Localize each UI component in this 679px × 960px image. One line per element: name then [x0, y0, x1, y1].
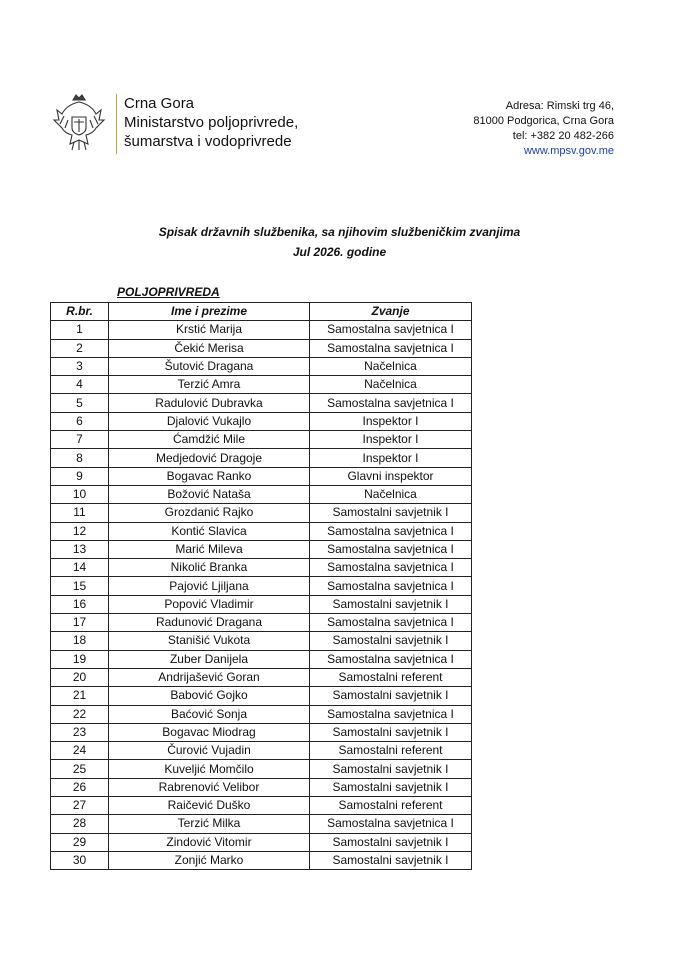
employee-table	[50, 302, 472, 870]
cell-title: Glavni inspektor	[310, 467, 472, 485]
contact-address	[473, 99, 614, 159]
cell-number: 9	[51, 467, 109, 485]
table-row	[51, 650, 472, 668]
cell-title: Samostalni savjetnik I	[310, 833, 472, 851]
cell-number: 4	[51, 376, 109, 394]
cell-name: Zuber Danijela	[109, 650, 310, 668]
cell-name: Rabrenović Velibor	[109, 778, 310, 796]
table-row	[51, 485, 472, 503]
cell-number: 26	[51, 778, 109, 796]
column-header-title: Zvanje	[310, 303, 472, 321]
cell-number: 7	[51, 431, 109, 449]
table-row	[51, 504, 472, 522]
section-heading: POLJOPRIVREDA	[117, 285, 220, 299]
table-row	[51, 577, 472, 595]
table-row	[51, 467, 472, 485]
table-row	[51, 522, 472, 540]
table-row	[51, 559, 472, 577]
cell-title: Samostalni referent	[310, 797, 472, 815]
table-row	[51, 815, 472, 833]
organization-name	[124, 94, 298, 151]
cell-number: 5	[51, 394, 109, 412]
cell-title: Samostalna savjetnica I	[310, 540, 472, 558]
table-header-row	[51, 303, 472, 321]
cell-number: 29	[51, 833, 109, 851]
cell-name: Raičević Duško	[109, 797, 310, 815]
cell-title: Samostalni savjetnik I	[310, 778, 472, 796]
cell-title: Načelnica	[310, 376, 472, 394]
cell-title: Samostalni savjetnik I	[310, 851, 472, 869]
cell-name: Pajović Ljiljana	[109, 577, 310, 595]
cell-name: Marić Mileva	[109, 540, 310, 558]
address-line-street: Adresa: Rimski trg 46,	[505, 100, 614, 112]
cell-name: Čekić Merisa	[109, 339, 310, 357]
table-row	[51, 668, 472, 686]
cell-title: Samostalni referent	[310, 742, 472, 760]
cell-number: 13	[51, 540, 109, 558]
cell-title: Samostalni savjetnik I	[310, 595, 472, 613]
org-line-ministry: Ministarstvo poljoprivrede,	[124, 114, 299, 131]
cell-title: Samostalni savjetnik I	[310, 504, 472, 522]
cell-name: Terzić Milka	[109, 815, 310, 833]
cell-name: Radulović Dubravka	[109, 394, 310, 412]
cell-title: Samostalni savjetnik I	[310, 760, 472, 778]
table-row	[51, 760, 472, 778]
cell-name: Popović Vladimir	[109, 595, 310, 613]
cell-name: Radunović Dragana	[109, 614, 310, 632]
column-header-number: R.br.	[51, 303, 109, 321]
org-line-country: Crna Gora	[124, 95, 195, 112]
cell-title: Inspektor I	[310, 412, 472, 430]
cell-title: Samostalna savjetnica I	[310, 614, 472, 632]
table-row	[51, 595, 472, 613]
cell-name: Medjedović Dragoje	[109, 449, 310, 467]
cell-title: Samostalna savjetnica I	[310, 394, 472, 412]
cell-number: 21	[51, 687, 109, 705]
table-row	[51, 723, 472, 741]
cell-number: 25	[51, 760, 109, 778]
cell-name: Zonjić Marko	[109, 851, 310, 869]
cell-number: 15	[51, 577, 109, 595]
cell-name: Božović Nataša	[109, 485, 310, 503]
table-row	[51, 449, 472, 467]
cell-number: 17	[51, 614, 109, 632]
table-row	[51, 376, 472, 394]
cell-number: 10	[51, 485, 109, 503]
org-line-ministry-cont: šumarstva i vodoprivrede	[124, 133, 292, 150]
cell-number: 20	[51, 668, 109, 686]
cell-number: 24	[51, 742, 109, 760]
table-row	[51, 705, 472, 723]
table-row	[51, 412, 472, 430]
cell-name: Ćamdžić Mile	[109, 431, 310, 449]
cell-title: Samostalna savjetnica I	[310, 339, 472, 357]
cell-title: Samostalna savjetnica I	[310, 321, 472, 339]
table-row	[51, 614, 472, 632]
document-title: Spisak državnih službenika, sa njihovim službeničkim zvanjima	[158, 225, 521, 239]
cell-name: Krstić Marija	[109, 321, 310, 339]
cell-number: 11	[51, 504, 109, 522]
cell-number: 18	[51, 632, 109, 650]
cell-number: 23	[51, 723, 109, 741]
table-row	[51, 687, 472, 705]
table-row	[51, 797, 472, 815]
address-line-city: 81000 Podgorica, Crna Gora	[473, 115, 614, 127]
cell-number: 2	[51, 339, 109, 357]
cell-name: Terzić Amra	[109, 376, 310, 394]
address-line-phone: tel: +382 20 482-266	[512, 130, 614, 142]
cell-name: Djalović Vukajlo	[109, 412, 310, 430]
table-row	[51, 540, 472, 558]
cell-number: 16	[51, 595, 109, 613]
cell-name: Bogavac Miodrag	[109, 723, 310, 741]
column-header-name: Ime i prezime	[109, 303, 310, 321]
cell-name: Šutović Dragana	[109, 357, 310, 375]
table-row	[51, 394, 472, 412]
cell-title: Načelnica	[310, 357, 472, 375]
cell-name: Grozdanić Rajko	[109, 504, 310, 522]
table-body	[51, 321, 472, 870]
cell-number: 14	[51, 559, 109, 577]
cell-number: 8	[51, 449, 109, 467]
cell-title: Samostalni savjetnik I	[310, 723, 472, 741]
cell-name: Stanišić Vukota	[109, 632, 310, 650]
cell-number: 30	[51, 851, 109, 869]
cell-number: 3	[51, 357, 109, 375]
cell-title: Samostalni savjetnik I	[310, 632, 472, 650]
cell-number: 28	[51, 815, 109, 833]
cell-title: Samostalni referent	[310, 668, 472, 686]
table-row	[51, 339, 472, 357]
table-row	[51, 321, 472, 339]
cell-name: Andrijašević Goran	[109, 668, 310, 686]
cell-title: Samostalna savjetnica I	[310, 522, 472, 540]
header-divider	[116, 94, 117, 154]
table-row	[51, 778, 472, 796]
cell-title: Inspektor I	[310, 431, 472, 449]
cell-title: Samostalna savjetnica I	[310, 705, 472, 723]
table-row	[51, 742, 472, 760]
website-link[interactable]: www.mpsv.gov.me	[523, 145, 614, 157]
table-row	[51, 431, 472, 449]
cell-name: Baćović Sonja	[109, 705, 310, 723]
document-subtitle: Jul 2026. godine	[292, 245, 387, 259]
table-row	[51, 632, 472, 650]
cell-name: Babović Gojko	[109, 687, 310, 705]
table-row	[51, 357, 472, 375]
cell-number: 19	[51, 650, 109, 668]
cell-name: Kuveljić Momčilo	[109, 760, 310, 778]
cell-title: Inspektor I	[310, 449, 472, 467]
cell-title: Samostalna savjetnica I	[310, 650, 472, 668]
cell-number: 6	[51, 412, 109, 430]
document-title-block	[0, 222, 679, 262]
cell-number: 22	[51, 705, 109, 723]
cell-name: Zindović Vitomir	[109, 833, 310, 851]
cell-name: Bogavac Ranko	[109, 467, 310, 485]
cell-title: Samostalna savjetnica I	[310, 577, 472, 595]
table-row	[51, 833, 472, 851]
cell-title: Samostalna savjetnica I	[310, 559, 472, 577]
cell-number: 12	[51, 522, 109, 540]
cell-number: 27	[51, 797, 109, 815]
cell-title: Načelnica	[310, 485, 472, 503]
cell-number: 1	[51, 321, 109, 339]
cell-title: Samostalna savjetnica I	[310, 815, 472, 833]
cell-name: Čurović Vujadin	[109, 742, 310, 760]
montenegro-coat-of-arms-icon	[52, 92, 106, 154]
cell-title: Samostalni savjetnik I	[310, 687, 472, 705]
cell-name: Kontić Slavica	[109, 522, 310, 540]
cell-name: Nikolić Branka	[109, 559, 310, 577]
table-row	[51, 851, 472, 869]
